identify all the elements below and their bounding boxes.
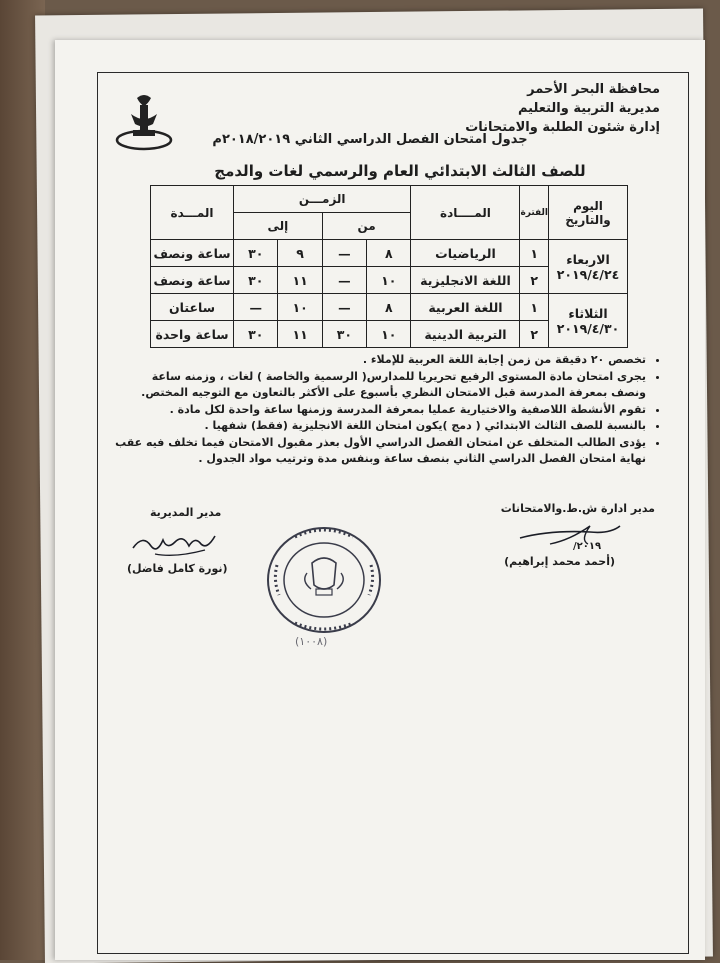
to-minute: — bbox=[234, 294, 278, 321]
header-subject: المــــادة bbox=[411, 186, 520, 240]
subject-cell: الرياضيات bbox=[411, 240, 520, 267]
governorate-name: محافظة البحر الأحمر bbox=[527, 82, 660, 97]
from-hour: ١٠ bbox=[367, 321, 411, 348]
from-hour: ٨ bbox=[367, 240, 411, 267]
day-date-cell bbox=[549, 294, 628, 348]
subject-cell: التربية الدينية bbox=[411, 321, 520, 348]
document-title: جدول امتحان الفصل الدراسي الثاني ٢٠١٨/٢٠١٩م bbox=[212, 132, 528, 147]
note-item: • تخصص ٢٠ دقيقة من زمن إجابة اللغة العربية للإملاء . bbox=[115, 352, 646, 369]
exam-schedule-table bbox=[150, 185, 628, 348]
day-date-cell bbox=[549, 240, 628, 294]
duration-cell: ساعة ونصف bbox=[151, 240, 234, 267]
ministry-logo-icon bbox=[113, 92, 175, 152]
signature-date: ٢٠١٩/ bbox=[573, 541, 602, 552]
department-name: إدارة شئون الطلبة والامتحانات bbox=[465, 120, 660, 135]
from-minute: — bbox=[322, 294, 366, 321]
department-head-signature-icon bbox=[510, 518, 630, 552]
to-hour: ١١ bbox=[278, 267, 322, 294]
duration-cell: ساعة واحدة bbox=[151, 321, 234, 348]
directorate-name: مديرية التربية والتعليم bbox=[517, 101, 660, 116]
note-item: • بالنسبة للصف الثالث الابتدائي ( دمج )يكون امتحان اللغة الانجليزية (فقط) شفهيا . bbox=[115, 418, 646, 435]
subject-cell: اللغة الانجليزية bbox=[411, 267, 520, 294]
note-item: • يؤدى الطالب المتخلف عن امتحان الفصل الدراسي الأول بعذر مقبول الامتحان فيما تخلف فيه عقب نهاية امتحان الفصل الدراسي الثاني بنصف ساعة وبنفس مدة وترتيب مواد الجدول . bbox=[115, 435, 646, 468]
period-cell: ١ bbox=[520, 240, 549, 267]
period-cell: ١ bbox=[520, 294, 549, 321]
duration-cell: ساعة ونصف bbox=[151, 267, 234, 294]
period-cell: ٢ bbox=[520, 267, 549, 294]
header-day-date: اليوم والتاريخ bbox=[549, 186, 628, 240]
header-time: الزمـــن bbox=[234, 186, 411, 213]
from-hour: ٨ bbox=[367, 294, 411, 321]
header-duration: المـــدة bbox=[151, 186, 234, 240]
to-minute: ٣٠ bbox=[234, 240, 278, 267]
to-minute: ٣٠ bbox=[234, 267, 278, 294]
table-header-row bbox=[151, 186, 628, 213]
note-item: • يجرى امتحان مادة المستوى الرفيع تحريريا للمدارس( الرسمية والخاصة ) لغات ، وزمنه ساعة ونصف بمعرفة المدرسة قبل الامتحان النظري بأسبوع على الأكثر بالتعاون مع التوجيه المختص. bbox=[115, 369, 646, 402]
duration-cell: ساعتان bbox=[151, 294, 234, 321]
to-minute: ٣٠ bbox=[234, 321, 278, 348]
from-minute: — bbox=[322, 240, 366, 267]
pencil-reference-number: (١٠٠٨) bbox=[295, 635, 328, 648]
grade-subtitle: للصف الثالث الابتدائي العام والرسمي لغات والدمج bbox=[214, 162, 586, 180]
period-cell: ٢ bbox=[520, 321, 549, 348]
to-hour: ١٠ bbox=[278, 294, 322, 321]
exam-notes bbox=[115, 352, 660, 468]
from-minute: — bbox=[322, 267, 366, 294]
exam-date: ٢٠١٩/٤/٣٠ bbox=[556, 320, 620, 336]
issuer-header bbox=[465, 80, 660, 137]
exam-date: ٢٠١٩/٤/٢٤ bbox=[556, 266, 620, 282]
exam-schedule-document bbox=[55, 40, 705, 960]
directorate-head-title: مدير المديرية bbox=[150, 506, 222, 519]
day-name: الثلاثاء bbox=[568, 305, 608, 321]
directorate-head-name: (نورة كامل فاضل) bbox=[127, 562, 228, 575]
directorate-head-signature-icon bbox=[125, 526, 225, 562]
header-to: إلى bbox=[234, 213, 323, 240]
from-hour: ١٠ bbox=[367, 267, 411, 294]
table-row bbox=[151, 240, 628, 267]
header-period: الفترة bbox=[520, 186, 549, 240]
official-seal-icon bbox=[265, 525, 383, 635]
day-name: الاربعاء bbox=[566, 251, 610, 267]
header-from: من bbox=[322, 213, 411, 240]
subject-cell: اللغة العربية bbox=[411, 294, 520, 321]
table-row bbox=[151, 294, 628, 321]
to-hour: ١١ bbox=[278, 321, 322, 348]
to-hour: ٩ bbox=[278, 240, 322, 267]
department-head-name: (أحمد محمد إبراهيم) bbox=[504, 555, 615, 568]
department-head-title: مدير ادارة ش.ط.والامتحانات bbox=[500, 502, 655, 515]
from-minute: ٣٠ bbox=[322, 321, 366, 348]
note-item: • تقوم الأنشطة اللاصفية والاختيارية عمليا بمعرفة المدرسة وزمنها ساعة واحدة لكل مادة . bbox=[115, 402, 646, 419]
